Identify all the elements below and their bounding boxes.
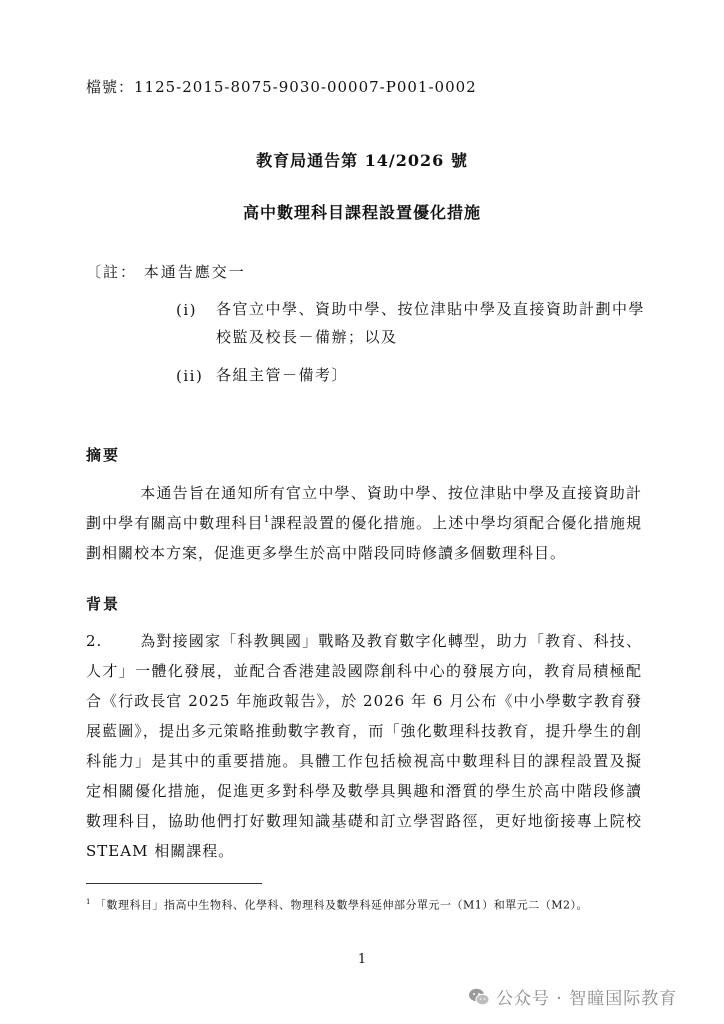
wechat-icon — [468, 987, 490, 1007]
paragraph-number: 2. — [86, 632, 103, 650]
watermark-text: 公众号 · 智瞳国际教育 — [496, 989, 678, 1009]
distribution-note: 〔註： 本通告應交一 — [86, 263, 246, 281]
background-heading: 背景 — [86, 595, 121, 613]
circular-subject: 高中數理科目課程設置優化措施 — [242, 203, 481, 222]
summary-text-part1: 本通告旨在通知所有官立中學、資助中學、按位津貼中學及直接資助計劃中學有關高中數理科目 — [86, 484, 642, 532]
background-text: 為對接國家「科教興國」戰略及教育數字化轉型，助力「教育、科技、人才」一體化發展，並配合香港建設國際創科中心的發展方向，教育局積極配合《行政長官 2025 年施政報告》，於 2026 年 6 月公布《中小學數字教育發展藍圖》，提出多元策略推動數字教育，而「強化數理科技教育，提升學生的創科能力」是其中的重要措施。具體工作包括檢視高中數理科目的課程設置及擬定相關優化措施，促進更多對科學及數學具興趣和潛質的學生於高中階段修讀數理科目，協助他們打好數理知識基礎和訂立學習路徑，更好地銜接專上院校 STEAM 相關課程。 — [86, 632, 642, 860]
note-item-number: (i) — [176, 301, 198, 319]
note-item-text: 各組主管－備考〕 — [216, 366, 349, 384]
file-number: 檔號：1125-2015-8075-9030-00007-P001-0002 — [86, 78, 477, 96]
page-number: 1 — [357, 952, 367, 967]
footnote-ref: 1 — [263, 515, 271, 525]
watermark — [468, 984, 677, 1009]
footnote-text: 「數理科目」指高中生物科、化學科、物理科及數學科延伸部分單元一（M1）和單元二（M2）。 — [94, 898, 588, 912]
footnote-divider — [86, 883, 262, 884]
note-item-text: 各官立中學、資助中學、按位津貼中學及直接資助計劃中學校監及校長－備辦；以及 — [216, 300, 646, 346]
circular-title: 教育局通告第 14/2026 號 — [256, 151, 468, 170]
summary-paragraph — [86, 478, 642, 568]
summary-text-part2: 課程設置的優化措施。上述中學均須配合優化措施規劃相關校本方案，促進更多學生於高中階段同時修讀多個數理科目。 — [86, 514, 642, 562]
note-item-number: (ii) — [176, 367, 204, 385]
footnote-marker: 1 — [86, 898, 91, 906]
footnote — [86, 891, 626, 917]
background-paragraph — [86, 626, 642, 866]
summary-heading: 摘要 — [86, 446, 121, 464]
